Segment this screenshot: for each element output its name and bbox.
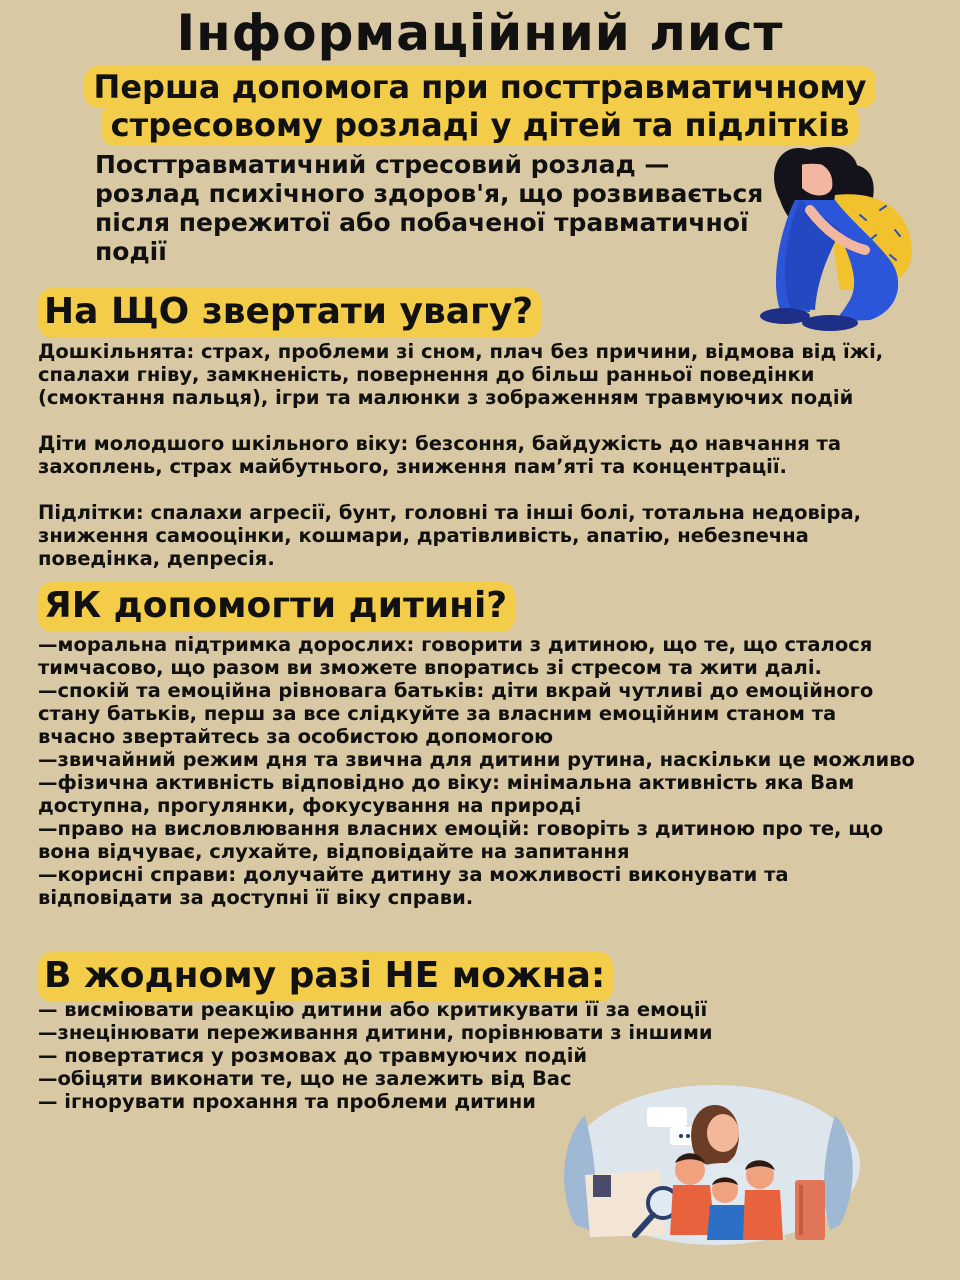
- section-heading-never-do: В жодному разі НЕ можна:: [38, 952, 613, 1002]
- list-item: —звичайний режим дня та звична для дитини рутина, наскільки це можливо: [38, 748, 915, 771]
- list-item: —знецінювати переживання дитини, порівнювати з іншими: [38, 1021, 713, 1044]
- subtitle-text: Перша допомога при посттравматичному стресовому розладі у дітей та підлітків: [84, 66, 877, 146]
- mother-children-illustration: [555, 1075, 865, 1245]
- list-item: —обіцяти виконати те, що не залежить від Вас: [38, 1067, 572, 1090]
- list-item: —спокій та емоційна рівновага батьків: діти вкрай чутливі до емоційного стану батьків, перш за все слідкуйте за власним емоційним станом та вчасно звертайтесь за особистою допомогою: [38, 679, 874, 748]
- list-item: — повертатися у розмовах до травмуючих подій: [38, 1044, 588, 1067]
- section-what-to-watch: [38, 340, 918, 570]
- primary-school-paragraph: Діти молодшого шкільного віку: безсоння, байдужість до навчання та захоплень, страх майбутнього, зниження пам’яті та концентрації.: [38, 432, 842, 478]
- preschoolers-paragraph: Дошкільнята: страх, проблеми зі сном, плач без причини, відмова від їжі, спалахи гніву, замкненість, повернення до більш ранньої поведінки (смоктання пальця), ігри та малюнки з зображенням травмуючих подій: [38, 340, 884, 409]
- list-item: — висміювати реакцію дитини або критикувати її за емоції: [38, 998, 708, 1021]
- list-item: —право на висловлювання власних емоцій: говоріть з дитиною про те, що вона відчуває, слухайте, відповідайте на запитання: [38, 817, 884, 863]
- list-item: —фізична активність відповідно до віку: мінімальна активність яка Вам доступна, прогулянки, фокусування на природі: [38, 771, 855, 817]
- section-heading-what-to-watch: На ЩО звертати увагу?: [38, 288, 541, 338]
- sad-girl-illustration: [740, 140, 930, 340]
- page-title: Інформаційний лист: [176, 4, 784, 62]
- how-to-help-list: [38, 633, 918, 909]
- list-item: — ігнорувати прохання та проблеми дитини: [38, 1090, 536, 1113]
- section-heading-how-to-help: ЯК допомогти дитині?: [38, 582, 515, 632]
- teenagers-paragraph: Підлітки: спалахи агресії, бунт, головні та інші болі, тотальна недовіра, зниження самооцінки, кошмари, дратівливість, апатію, небезпечна поведінка, депресія.: [38, 501, 862, 570]
- page-subtitle: [40, 68, 920, 144]
- list-item: —моральна підтримка дорослих: говорити з дитиною, що те, що сталося тимчасово, що разом ви зможете впоратись зі стресом та жити далі.: [38, 633, 873, 679]
- intro-definition: Посттравматичний стресовий розлад — розлад психічного здоров'я, що розвивається після пережитої або побаченої травматичної події: [95, 150, 764, 266]
- list-item: —корисні справи: долучайте дитину за можливості виконувати та відповідати за доступні її віку справи.: [38, 863, 789, 909]
